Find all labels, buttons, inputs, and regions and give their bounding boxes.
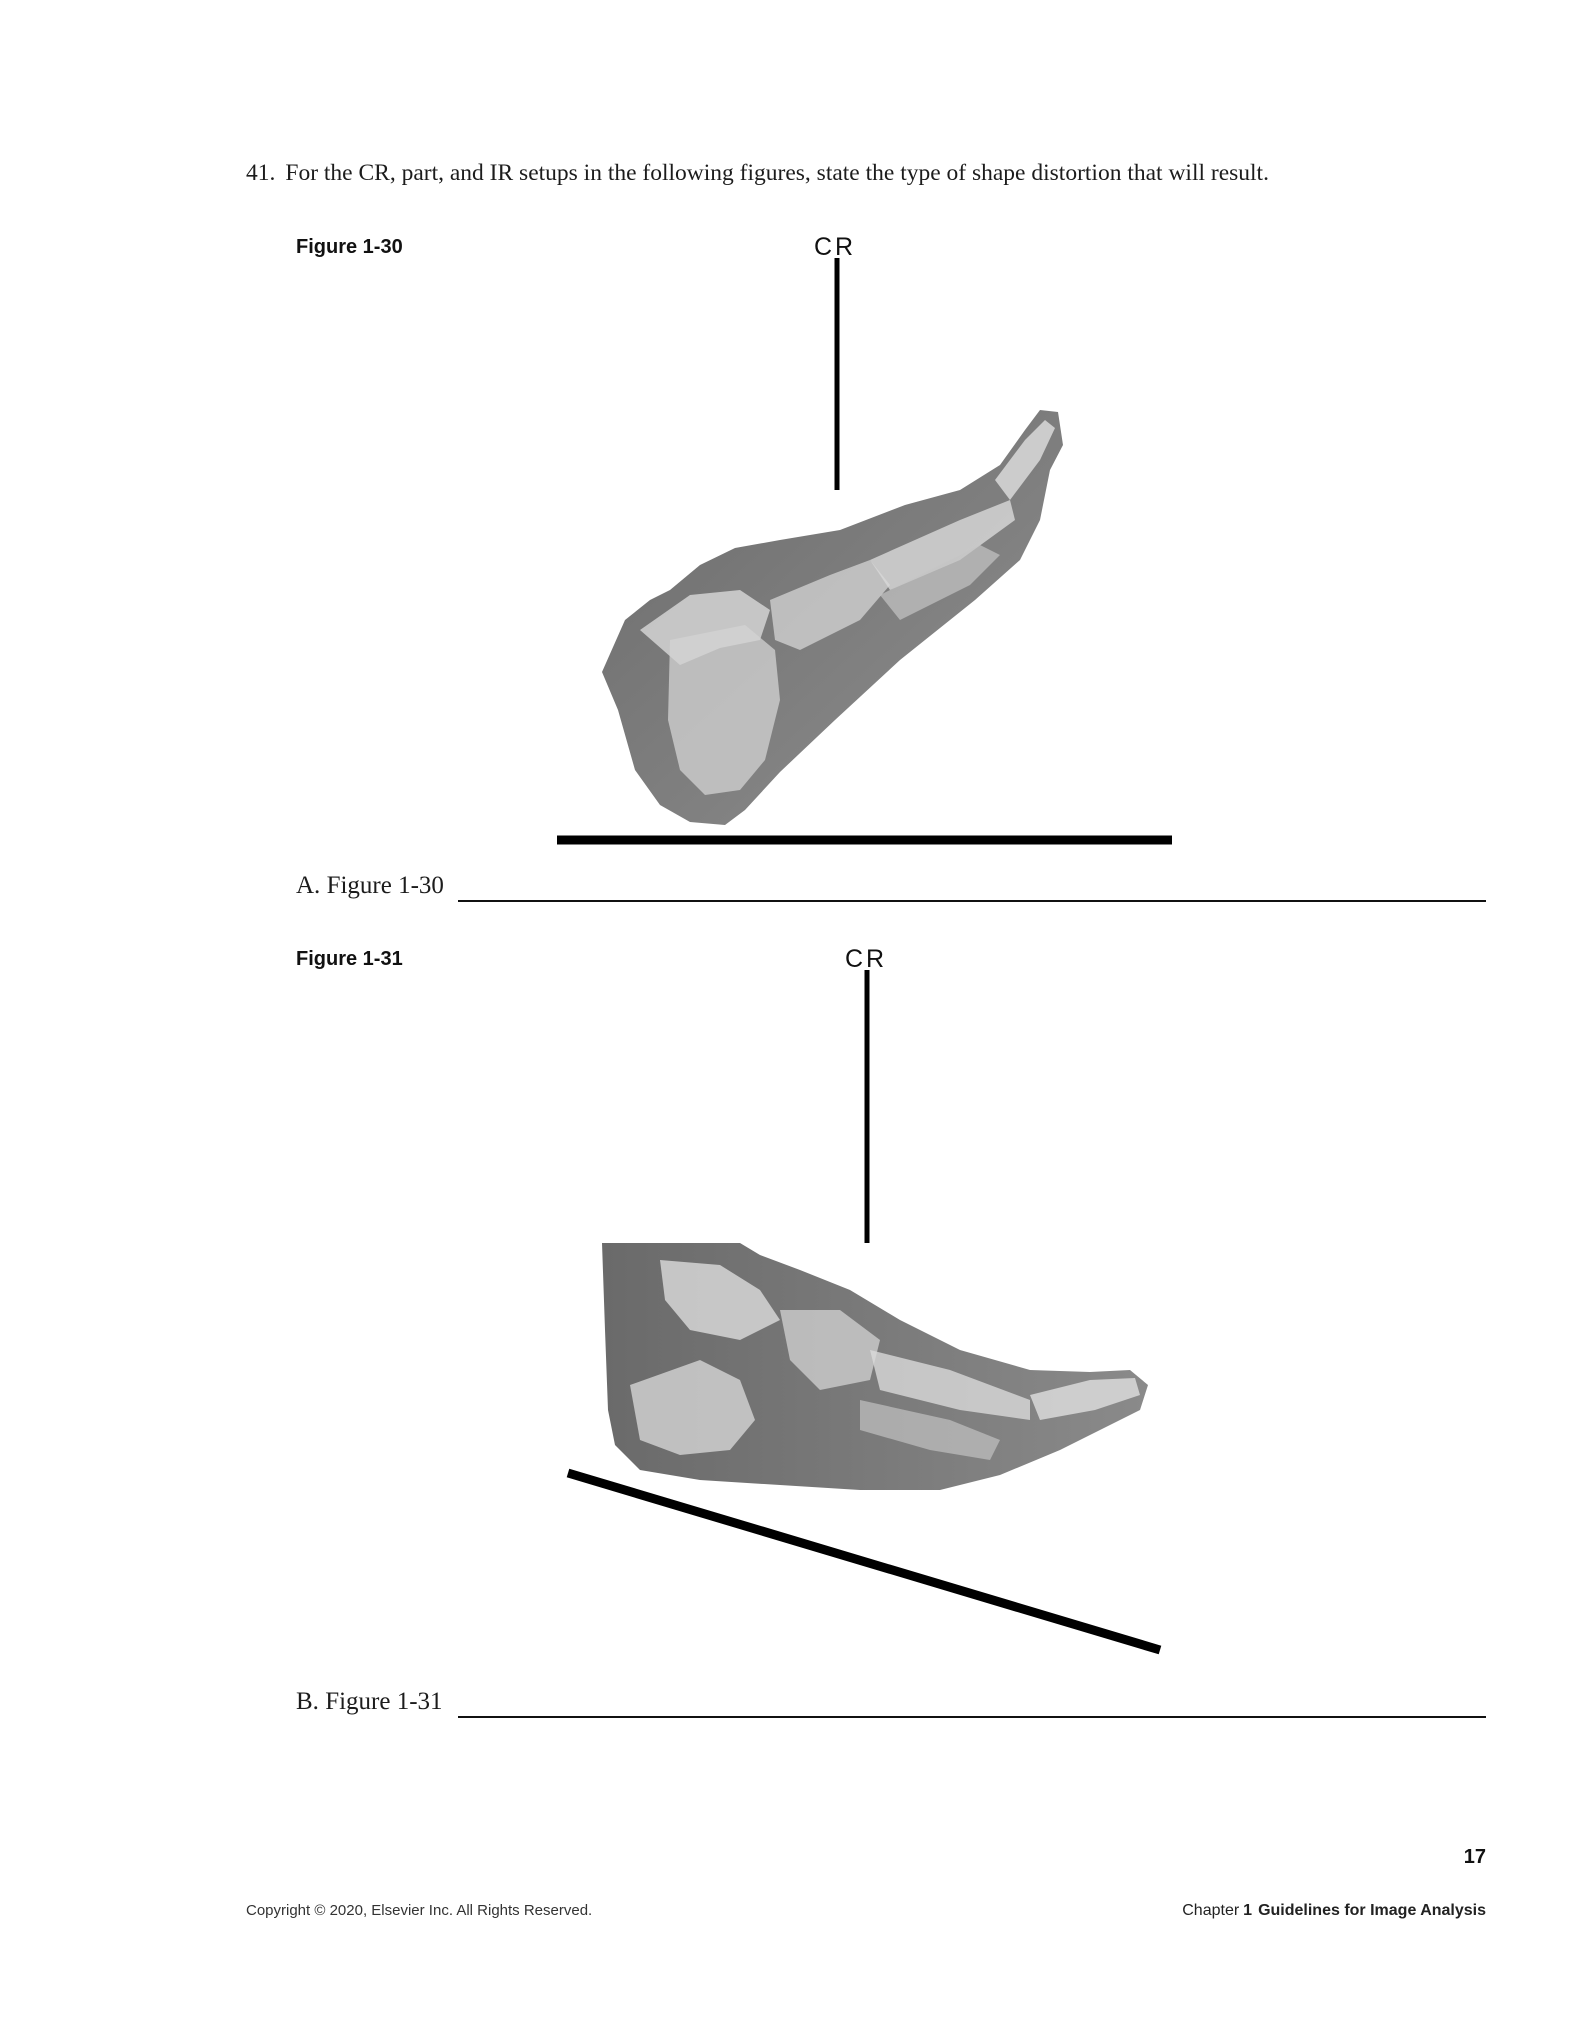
image-receptor-line bbox=[568, 1473, 1160, 1650]
figure-1-30-diagram bbox=[0, 250, 1579, 860]
answer-b-prefix: B. bbox=[296, 1688, 319, 1715]
answer-b-blank[interactable] bbox=[458, 1716, 1486, 1718]
answer-b-figure: Figure 1-31 bbox=[325, 1688, 443, 1715]
chapter-footer bbox=[1182, 1902, 1486, 1920]
answer-b-label bbox=[296, 1688, 443, 1716]
answer-a-figure: Figure 1-30 bbox=[326, 872, 444, 899]
answer-a-prefix: A. bbox=[296, 872, 321, 899]
answer-a-blank[interactable] bbox=[458, 900, 1486, 902]
figure-1-31-cr-label: CR bbox=[845, 945, 888, 973]
question-41 bbox=[246, 160, 1269, 187]
answer-a-label bbox=[296, 872, 444, 900]
foot-radiograph-image bbox=[602, 410, 1063, 825]
copyright-notice: Copyright © 2020, Elsevier Inc. All Rights Reserved. bbox=[246, 1902, 593, 1919]
chapter-word: Chapter bbox=[1182, 1902, 1240, 1919]
foot-radiograph-image bbox=[602, 1243, 1148, 1490]
figure-1-30-label: Figure 1-30 bbox=[296, 236, 403, 258]
chapter-title: Guidelines for Image Analysis bbox=[1258, 1902, 1486, 1919]
question-number: 41. bbox=[246, 160, 276, 186]
page-number: 17 bbox=[1463, 1846, 1486, 1868]
figure-1-31-diagram bbox=[0, 960, 1579, 1660]
question-text: For the CR, part, and IR setups in the following figures, state the type of shape distortion that will result. bbox=[285, 160, 1269, 186]
figure-1-30-cr-label: CR bbox=[814, 233, 857, 261]
figure-1-31-label: Figure 1-31 bbox=[296, 948, 403, 970]
chapter-number: 1 bbox=[1243, 1902, 1253, 1919]
